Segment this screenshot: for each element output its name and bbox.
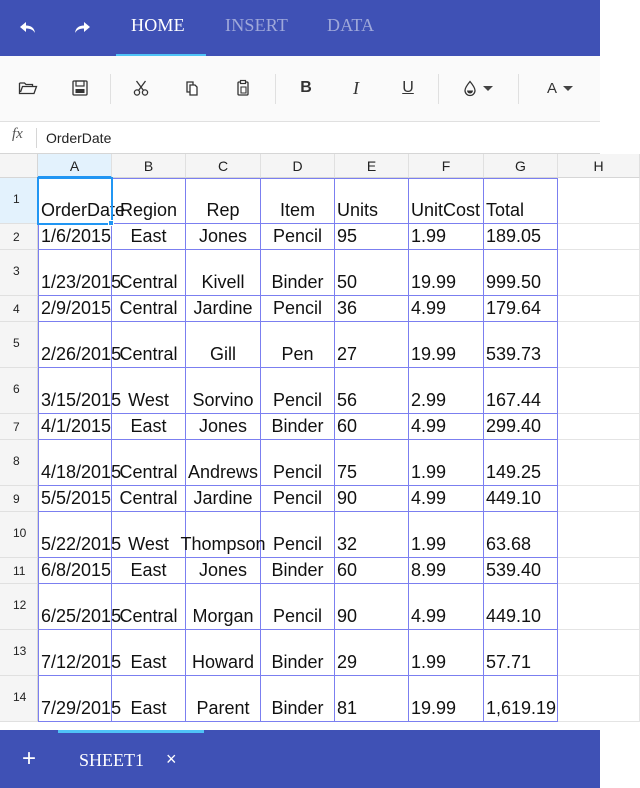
data-cell[interactable]: 4.99 bbox=[409, 296, 484, 322]
column-header-e[interactable]: E bbox=[335, 154, 409, 178]
folder-open-icon bbox=[18, 80, 38, 96]
row-header[interactable]: 10 bbox=[0, 512, 38, 558]
data-cell[interactable]: Morgan bbox=[186, 584, 261, 630]
data-cell[interactable]: East bbox=[112, 414, 186, 440]
font-color-dropdown[interactable] bbox=[540, 73, 580, 103]
empty-cell[interactable] bbox=[558, 630, 640, 676]
header-cell[interactable]: OrderDate bbox=[38, 178, 112, 224]
tab-data[interactable]: DATA bbox=[327, 15, 375, 35]
column-header-d[interactable]: D bbox=[261, 154, 335, 178]
data-cell[interactable]: Jardine bbox=[186, 296, 261, 322]
fx-icon: fx bbox=[12, 126, 23, 142]
data-cell[interactable]: Sorvino bbox=[186, 368, 261, 414]
data-cell[interactable]: 299.40 bbox=[484, 414, 558, 440]
data-cell[interactable]: East bbox=[112, 558, 186, 584]
data-cell[interactable]: Pencil bbox=[261, 512, 335, 558]
clipboard-icon bbox=[234, 79, 252, 97]
data-cell[interactable]: Andrews bbox=[186, 440, 261, 486]
add-sheet-button[interactable]: + bbox=[21, 745, 36, 772]
data-cell[interactable]: Thompson bbox=[186, 512, 261, 558]
data-cell[interactable]: Gill bbox=[186, 322, 261, 368]
empty-cell[interactable] bbox=[558, 224, 640, 250]
italic-button[interactable] bbox=[342, 73, 370, 103]
data-cell[interactable]: Central bbox=[112, 250, 186, 296]
data-cell[interactable]: 56 bbox=[335, 368, 409, 414]
row-header[interactable]: 1 bbox=[0, 178, 38, 224]
empty-cell[interactable] bbox=[558, 440, 640, 486]
ribbon-separator bbox=[518, 74, 519, 104]
select-all-corner[interactable] bbox=[0, 154, 38, 178]
open-button[interactable] bbox=[14, 73, 42, 103]
header-cell[interactable]: Total bbox=[484, 178, 558, 224]
data-cell[interactable]: Central bbox=[112, 440, 186, 486]
data-cell[interactable]: 449.10 bbox=[484, 486, 558, 512]
empty-cell[interactable] bbox=[558, 676, 640, 722]
data-cell[interactable]: 7/29/2015 bbox=[38, 676, 112, 722]
data-cell[interactable]: 1,619.19 bbox=[484, 676, 558, 722]
column-header-f[interactable]: F bbox=[409, 154, 484, 178]
row-header[interactable]: 6 bbox=[0, 368, 38, 414]
header-cell[interactable]: UnitCost bbox=[409, 178, 484, 224]
data-cell[interactable]: 149.25 bbox=[484, 440, 558, 486]
redo-icon bbox=[72, 20, 92, 36]
data-cell[interactable]: Jardine bbox=[186, 486, 261, 512]
data-cell[interactable]: 999.50 bbox=[484, 250, 558, 296]
data-cell[interactable]: 2/26/2015 bbox=[38, 322, 112, 368]
data-cell[interactable]: Jones bbox=[186, 558, 261, 584]
bold-button[interactable] bbox=[292, 73, 320, 103]
row-header[interactable]: 9 bbox=[0, 486, 38, 512]
data-cell[interactable]: 57.71 bbox=[484, 630, 558, 676]
data-cell[interactable]: 60 bbox=[335, 414, 409, 440]
empty-cell[interactable] bbox=[558, 512, 640, 558]
empty-cell[interactable] bbox=[558, 414, 640, 440]
column-header-g[interactable]: G bbox=[484, 154, 558, 178]
data-cell[interactable]: Jones bbox=[186, 224, 261, 250]
data-cell[interactable]: 81 bbox=[335, 676, 409, 722]
formula-input[interactable]: OrderDate bbox=[46, 130, 112, 146]
data-cell[interactable]: West bbox=[112, 512, 186, 558]
data-cell[interactable]: 1.99 bbox=[409, 512, 484, 558]
data-cell[interactable]: Jones bbox=[186, 414, 261, 440]
data-cell[interactable]: 2/9/2015 bbox=[38, 296, 112, 322]
data-cell[interactable]: 36 bbox=[335, 296, 409, 322]
data-cell[interactable]: 1.99 bbox=[409, 440, 484, 486]
data-cell[interactable]: Binder bbox=[261, 250, 335, 296]
data-cell[interactable]: 1.99 bbox=[409, 630, 484, 676]
data-cell[interactable]: 189.05 bbox=[484, 224, 558, 250]
formula-separator bbox=[36, 128, 37, 148]
bold-icon: B bbox=[300, 79, 312, 96]
ribbon-separator bbox=[110, 74, 111, 104]
italic-icon: I bbox=[353, 77, 359, 98]
column-header-h[interactable]: H bbox=[558, 154, 640, 178]
save-button[interactable] bbox=[66, 73, 94, 103]
data-cell[interactable]: 19.99 bbox=[409, 250, 484, 296]
underline-icon: U bbox=[402, 79, 414, 96]
data-cell[interactable]: 6/8/2015 bbox=[38, 558, 112, 584]
undo-button[interactable] bbox=[10, 10, 46, 46]
data-cell[interactable]: 19.99 bbox=[409, 322, 484, 368]
data-cell[interactable]: 4.99 bbox=[409, 414, 484, 440]
data-cell[interactable]: 179.64 bbox=[484, 296, 558, 322]
data-cell[interactable]: 4.99 bbox=[409, 584, 484, 630]
fill-color-dropdown[interactable] bbox=[458, 73, 498, 103]
top-app-bar bbox=[0, 0, 600, 56]
spreadsheet-grid[interactable] bbox=[0, 154, 604, 730]
data-cell[interactable]: 4/18/2015 bbox=[38, 440, 112, 486]
data-cell[interactable]: 2.99 bbox=[409, 368, 484, 414]
data-cell[interactable]: Central bbox=[112, 486, 186, 512]
header-cell[interactable]: Item bbox=[261, 178, 335, 224]
data-cell[interactable]: Binder bbox=[261, 676, 335, 722]
data-cell[interactable]: 60 bbox=[335, 558, 409, 584]
header-cell[interactable]: Region bbox=[112, 178, 186, 224]
tab-home[interactable]: HOME bbox=[131, 15, 185, 35]
fill-handle[interactable] bbox=[108, 220, 114, 226]
data-cell[interactable]: Parent bbox=[186, 676, 261, 722]
data-cell[interactable]: Binder bbox=[261, 630, 335, 676]
data-cell[interactable]: Pencil bbox=[261, 440, 335, 486]
data-cell[interactable]: East bbox=[112, 630, 186, 676]
empty-cell[interactable] bbox=[558, 322, 640, 368]
data-cell[interactable]: 1/6/2015 bbox=[38, 224, 112, 250]
row-header[interactable]: 5 bbox=[0, 322, 38, 368]
data-cell[interactable]: 539.73 bbox=[484, 322, 558, 368]
empty-cell[interactable] bbox=[558, 250, 640, 296]
font-color-icon: A bbox=[546, 79, 557, 97]
ribbon-separator bbox=[438, 74, 439, 104]
data-cell[interactable]: 6/25/2015 bbox=[38, 584, 112, 630]
data-cell[interactable]: Pencil bbox=[261, 486, 335, 512]
data-cell[interactable]: 63.68 bbox=[484, 512, 558, 558]
data-cell[interactable]: West bbox=[112, 368, 186, 414]
data-cell[interactable]: 27 bbox=[335, 322, 409, 368]
chevron-down-icon bbox=[483, 86, 493, 91]
data-cell[interactable]: Central bbox=[112, 584, 186, 630]
row-header[interactable]: 12 bbox=[0, 584, 38, 630]
data-cell[interactable]: Pencil bbox=[261, 368, 335, 414]
ribbon-toolbar bbox=[0, 56, 600, 122]
empty-cell[interactable] bbox=[558, 368, 640, 414]
empty-cell[interactable] bbox=[558, 178, 640, 224]
tab-insert[interactable]: INSERT bbox=[225, 15, 289, 35]
empty-cell[interactable] bbox=[558, 558, 640, 584]
save-floppy-icon bbox=[71, 79, 89, 97]
data-cell[interactable]: 167.44 bbox=[484, 368, 558, 414]
data-cell[interactable]: East bbox=[112, 224, 186, 250]
data-cell[interactable]: Binder bbox=[261, 558, 335, 584]
row-header[interactable]: 7 bbox=[0, 414, 38, 440]
row-header[interactable]: 3 bbox=[0, 250, 38, 296]
data-cell[interactable]: East bbox=[112, 676, 186, 722]
paint-drop-icon bbox=[463, 80, 477, 96]
row-header[interactable]: 11 bbox=[0, 558, 38, 584]
data-cell[interactable]: 449.10 bbox=[484, 584, 558, 630]
header-cell[interactable]: Units bbox=[335, 178, 409, 224]
data-cell[interactable]: Kivell bbox=[186, 250, 261, 296]
data-cell[interactable]: Pencil bbox=[261, 584, 335, 630]
data-cell[interactable]: Pen bbox=[261, 322, 335, 368]
redo-button[interactable] bbox=[64, 10, 100, 46]
close-sheet-icon[interactable]: × bbox=[166, 749, 177, 769]
data-cell[interactable]: Pencil bbox=[261, 224, 335, 250]
row-header[interactable]: 2 bbox=[0, 224, 38, 250]
data-cell[interactable]: Howard bbox=[186, 630, 261, 676]
data-cell[interactable]: 3/15/2015 bbox=[38, 368, 112, 414]
active-sheet-indicator bbox=[58, 730, 204, 733]
formula-bar bbox=[0, 122, 600, 154]
sheet-tab-bar bbox=[0, 730, 600, 788]
paste-button[interactable] bbox=[229, 73, 257, 103]
cut-button[interactable] bbox=[127, 73, 155, 103]
data-cell[interactable]: 32 bbox=[335, 512, 409, 558]
data-cell[interactable]: 29 bbox=[335, 630, 409, 676]
data-cell[interactable]: 5/22/2015 bbox=[38, 512, 112, 558]
data-cell[interactable]: Central bbox=[112, 296, 186, 322]
data-cell[interactable]: Binder bbox=[261, 414, 335, 440]
copy-icon bbox=[183, 79, 201, 97]
data-cell[interactable]: 95 bbox=[335, 224, 409, 250]
header-cell[interactable]: Rep bbox=[186, 178, 261, 224]
data-cell[interactable]: 1/23/2015 bbox=[38, 250, 112, 296]
undo-icon bbox=[18, 20, 38, 36]
row-header[interactable]: 8 bbox=[0, 440, 38, 486]
data-cell[interactable]: 50 bbox=[335, 250, 409, 296]
data-cell[interactable]: 4/1/2015 bbox=[38, 414, 112, 440]
data-cell[interactable]: 539.40 bbox=[484, 558, 558, 584]
data-cell[interactable]: 75 bbox=[335, 440, 409, 486]
empty-cell[interactable] bbox=[558, 296, 640, 322]
column-header-a[interactable]: A bbox=[38, 154, 112, 178]
data-cell[interactable]: 7/12/2015 bbox=[38, 630, 112, 676]
empty-cell[interactable] bbox=[558, 486, 640, 512]
row-header[interactable]: 4 bbox=[0, 296, 38, 322]
data-cell[interactable]: Pencil bbox=[261, 296, 335, 322]
data-cell[interactable]: 8.99 bbox=[409, 558, 484, 584]
data-cell[interactable]: 1.99 bbox=[409, 224, 484, 250]
data-cell[interactable]: 19.99 bbox=[409, 676, 484, 722]
ribbon-separator bbox=[275, 74, 276, 104]
underline-button[interactable] bbox=[394, 73, 422, 103]
data-cell[interactable]: 90 bbox=[335, 486, 409, 512]
data-cell[interactable]: 90 bbox=[335, 584, 409, 630]
data-cell[interactable]: Central bbox=[112, 322, 186, 368]
chevron-down-icon bbox=[563, 86, 573, 91]
row-header[interactable]: 13 bbox=[0, 630, 38, 676]
column-header-c[interactable]: C bbox=[186, 154, 261, 178]
data-cell[interactable]: 5/5/2015 bbox=[38, 486, 112, 512]
column-header-b[interactable]: B bbox=[112, 154, 186, 178]
copy-button[interactable] bbox=[178, 73, 206, 103]
data-cell[interactable]: 4.99 bbox=[409, 486, 484, 512]
sheet-tab-sheet1[interactable]: SHEET1 bbox=[79, 750, 144, 770]
empty-cell[interactable] bbox=[558, 584, 640, 630]
scissors-icon bbox=[132, 79, 150, 97]
row-header[interactable]: 14 bbox=[0, 676, 38, 722]
